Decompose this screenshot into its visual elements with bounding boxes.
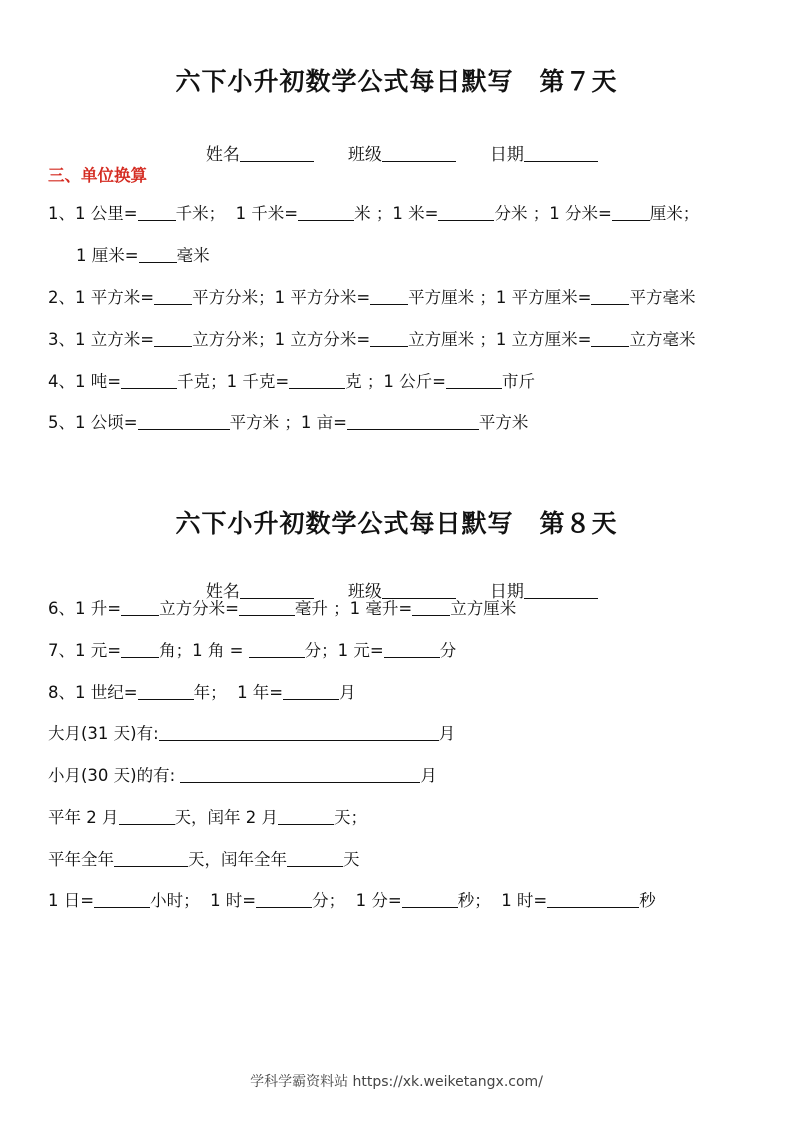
class-label: 班级 [347, 145, 382, 165]
line-text: 2、1 平方米= [48, 288, 155, 307]
exercise-line-3 [48, 329, 695, 351]
line-text: 千克；1 千克= [177, 372, 290, 391]
line-text: 平方毫米 [629, 288, 696, 307]
line-text: 立方分米；1 立方分米= [192, 330, 371, 349]
answer-blank[interactable] [94, 890, 150, 908]
class-blank[interactable] [382, 581, 456, 599]
answer-blank[interactable] [370, 287, 408, 305]
line-text: 大月(31 天)有: [48, 724, 159, 743]
line-text: 4、1 吨= [48, 372, 122, 391]
line-text: 平年全年 [48, 850, 114, 869]
class-label: 班级 [347, 582, 382, 602]
answer-blank[interactable] [438, 203, 494, 221]
exercise-line-6 [48, 598, 516, 620]
answer-blank[interactable] [347, 412, 479, 430]
line-text: 分 [439, 641, 457, 660]
line-text: 月 [420, 766, 437, 785]
line-text: 立方厘米 [450, 599, 517, 618]
answer-blank[interactable] [138, 412, 230, 430]
line-text: 毫米 [176, 246, 210, 265]
answer-blank[interactable] [239, 598, 295, 616]
line-text: 米 ；1 米= [354, 204, 439, 223]
answer-blank[interactable] [446, 371, 502, 389]
answer-blank[interactable] [402, 890, 458, 908]
answer-blank[interactable] [289, 371, 345, 389]
line-text: 小时； 1 时= [150, 891, 257, 910]
line-text: 平方厘米 ；1 平方厘米= [408, 288, 592, 307]
page-title-day8: 六下小升初数学公式每日默写 第８天 [175, 509, 618, 538]
date-blank[interactable] [524, 581, 598, 599]
exercise-line-8 [48, 682, 356, 704]
line-text: 3、1 立方米= [48, 330, 155, 349]
line-text: 6、1 升= [48, 599, 122, 618]
line-text: 小月(30 天)的有: [48, 766, 181, 785]
class-blank[interactable] [382, 144, 456, 162]
line-text: 平年 2 月 [48, 808, 119, 827]
line-text: 立方毫米 [629, 330, 696, 349]
exercise-line-5 [48, 412, 528, 434]
line-text: 秒； 1 时= [457, 891, 548, 910]
line-text: 克 ；1 公斤= [345, 372, 446, 391]
exercise-line-time [48, 890, 656, 912]
line-text: 7、1 元= [48, 641, 122, 660]
line-text: 月 [438, 724, 456, 743]
answer-blank[interactable] [138, 203, 176, 221]
exercise-line-small-month [48, 765, 437, 787]
name-blank[interactable] [240, 144, 314, 162]
name-label: 姓名 [205, 582, 240, 602]
answer-blank[interactable] [121, 640, 159, 658]
line-text: 8、1 世纪= [48, 683, 138, 702]
line-text: 分；1 元= [304, 641, 384, 660]
answer-blank[interactable] [139, 245, 177, 263]
answer-blank[interactable] [154, 329, 192, 347]
line-text: 分米 ；1 分米= [494, 204, 612, 223]
footer-source: 学科学霸资料站 https://xk.weiketangx.com/ [250, 1074, 543, 1090]
exercise-line-big-month [48, 723, 455, 745]
answer-blank[interactable] [119, 807, 175, 825]
line-text: 5、1 公顷= [48, 413, 138, 432]
exercise-line-full-year [48, 849, 360, 871]
exercise-line-4 [48, 371, 535, 393]
answer-blank[interactable] [612, 203, 650, 221]
name-label: 姓名 [205, 145, 240, 165]
exercise-line-2 [48, 287, 695, 309]
line-text: 千米； 1 千米= [175, 204, 299, 223]
date-label: 日期 [489, 145, 524, 165]
line-text: 1、1 公里= [48, 204, 138, 223]
line-text: 平方米 [478, 413, 529, 432]
line-text: 1 厘米= [76, 246, 139, 265]
line-text: 月 [339, 683, 356, 702]
answer-blank[interactable] [591, 287, 629, 305]
line-text: 立方分米= [159, 599, 239, 618]
line-text: 年； 1 年= [193, 683, 284, 702]
answer-blank[interactable] [298, 203, 354, 221]
answer-blank[interactable] [154, 287, 192, 305]
answer-blank[interactable] [114, 849, 188, 867]
exercise-line-february [48, 807, 367, 829]
answer-blank[interactable] [384, 640, 440, 658]
answer-blank[interactable] [283, 682, 339, 700]
answer-blank[interactable] [278, 807, 334, 825]
line-text: 平方米 ；1 亩= [229, 413, 347, 432]
exercise-line-7 [48, 640, 456, 662]
line-text: 分； 1 分= [312, 891, 402, 910]
name-blank[interactable] [240, 581, 314, 599]
answer-blank[interactable] [412, 598, 450, 616]
line-text: 毫升 ；1 毫升= [294, 599, 413, 618]
line-text: 天 [343, 850, 360, 869]
line-text: 厘米； [649, 204, 700, 223]
answer-blank[interactable] [287, 849, 343, 867]
answer-blank[interactable] [249, 640, 305, 658]
answer-blank[interactable] [370, 329, 408, 347]
student-info-day7 [0, 120, 793, 165]
line-text: 天，闰年 2 月 [174, 808, 278, 827]
date-blank[interactable] [524, 144, 598, 162]
line-text: 秒 [639, 891, 656, 910]
line-text: 天，闰年全年 [188, 850, 287, 869]
section-heading: 三、单位换算 [48, 166, 147, 185]
exercise-line-1 [48, 203, 699, 225]
line-text: 1 日= [48, 891, 95, 910]
answer-blank[interactable] [121, 371, 177, 389]
line-text: 立方厘米 ；1 立方厘米= [408, 330, 592, 349]
line-text: 角；1 角 = [159, 641, 249, 660]
page-title-day7: 六下小升初数学公式每日默写 第７天 [175, 67, 618, 96]
answer-blank[interactable] [121, 598, 159, 616]
answer-blank[interactable] [591, 329, 629, 347]
date-label: 日期 [489, 582, 524, 602]
answer-blank[interactable] [159, 723, 439, 741]
line-text: 市斤 [501, 372, 535, 391]
line-text: 天； [334, 808, 367, 827]
answer-blank[interactable] [138, 682, 194, 700]
answer-blank[interactable] [256, 890, 312, 908]
line-text: 平方分米；1 平方分米= [192, 288, 371, 307]
student-info-day8 [0, 557, 793, 602]
answer-blank[interactable] [180, 765, 420, 783]
answer-blank[interactable] [547, 890, 639, 908]
exercise-line-1b [76, 245, 210, 267]
